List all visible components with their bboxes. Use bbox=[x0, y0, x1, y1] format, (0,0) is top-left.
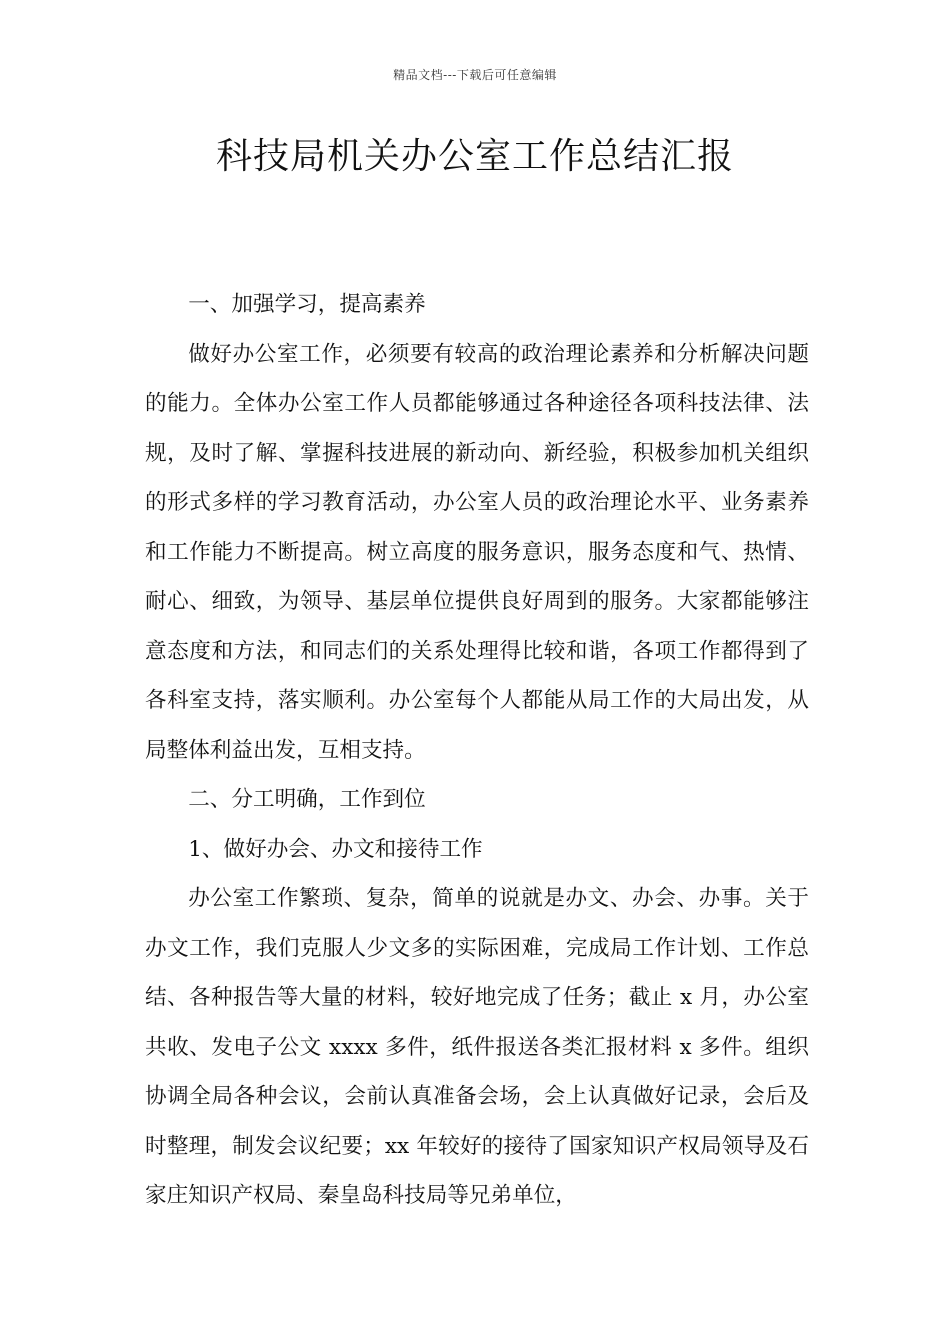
document-title: 科技局机关办公室工作总结汇报 bbox=[215, 136, 734, 177]
body-paragraph-1: 做好办公室工作，必须要有较高的政治理论素养和分析解决问题的能力。全体办公室工作人员都能够通过各种途径各项科技法律、法规，及时了解、掌握科技进展的新动向、新经验，积极参加机关组织的形式多样的学习教育活动，办公室人员的政治理论水平、业务素养和工作能力不断提高。树立高度的服务意识，服务态度和气、热情、耐心、细致，为领导、基层单位提供良好周到的服务。大家都能够注意态度和方法，和同志们的关系处理得比较和谐，各项工作都得到了各科室支持，落实顺利。办公室每个人都能从局工作的大局出发，从局整体利益出发，互相支持。 bbox=[145, 341, 809, 763]
section-heading-2: 二、分工明确，工作到位 bbox=[188, 787, 426, 812]
header-note: 精品文档---下载后可任意编辑 bbox=[393, 68, 557, 82]
section-heading-1: 一、加强学习，提高素养 bbox=[188, 292, 426, 317]
subsection-heading-1: 1、做好办会、办文和接待工作 bbox=[188, 836, 483, 862]
body-paragraph-2: 办公室工作繁琐、复杂，简单的说就是办文、办会、办事。关于办文工作，我们克服人少文多的实际困难，完成局工作计划、工作总结、各种报告等大量的材料，较好地完成了任务；截止 x 月，办公室共收、发电子公文 xxxx 多件，纸件报送各类汇报材料 x 多件。组织协调全局各种会议，会前认真准备会场，会上认真做好记录，会后及时整理，制发会议纪要；xx 年较好的接待了国家知识产权局领导及石家庄知识产权局、秦皇岛科技局等兄弟单位， bbox=[145, 886, 809, 1208]
document-body bbox=[145, 280, 809, 1221]
